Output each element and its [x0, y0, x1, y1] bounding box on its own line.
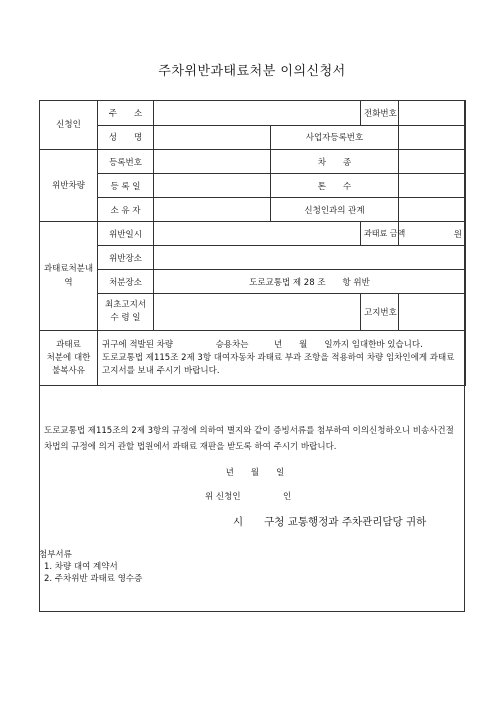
notice-receipt-field[interactable] — [154, 294, 361, 331]
objection-label-line3: 불복사유 — [52, 365, 85, 376]
penalty-section-label: 과태료처분내역 — [40, 222, 98, 331]
tonnage-field[interactable] — [399, 174, 466, 198]
objection-reason-line1: 귀구에 적발된 차량 승용차는 년 월 일까지 임대한바 있습니다. — [102, 339, 423, 350]
violation-place-label: 위반장소 — [98, 246, 154, 270]
reg-no-label: 등록번호 — [98, 150, 154, 174]
notice-receipt-label-line2: 수 령 일 — [110, 313, 141, 323]
signature-line: 위 신청인 인 — [205, 492, 292, 502]
amount-unit: 원 — [399, 222, 466, 246]
vehicle-section-label: 위반차량 — [40, 150, 98, 222]
vehicle-row-1 — [40, 150, 466, 174]
objection-section-label — [40, 331, 98, 386]
notice-no-field[interactable] — [399, 294, 466, 331]
penalty-row-1 — [40, 222, 466, 246]
attachment-item: 1. 차량 대여 계약서 — [44, 562, 118, 572]
objection-reason-line2: 도로교통법 제115조 2제 3항 대여자동차 과태료 부과 조항을 적용하여 차량 임차인에게 과태료 고지서를 보내 주시기 바랍니다. — [102, 352, 455, 376]
reg-no-field[interactable] — [154, 150, 271, 174]
statement-text: 도로교통법 제115조의 2제 3항의 규정에 의하여 별지와 같이 증빙서류를 첨부하여 이의신청하오니 비송사건절차법의 규정에 의거 관할 법원에서 과태료 재판을 받도록 하여 주시기 바랍니다. — [44, 426, 454, 452]
clause-label: 처분장소 — [98, 270, 154, 294]
biz-no-field[interactable] — [399, 125, 466, 150]
name-label: 성 명 — [98, 125, 154, 150]
phone-field[interactable] — [399, 101, 466, 126]
objection-row — [40, 331, 466, 386]
reg-date-label: 등 록 일 — [98, 174, 154, 198]
applicant-section-label: 신청인 — [40, 101, 98, 150]
vehicle-row-2 — [40, 174, 466, 198]
addressee-line: 시 구청 교통행정과 주차관리담당 귀하 — [233, 516, 427, 528]
attachment-item: 2. 주차위반 과태료 영수증 — [44, 574, 143, 584]
owner-field[interactable] — [154, 198, 271, 222]
applicant-row-1 — [40, 101, 466, 126]
vehicle-row-3 — [40, 198, 466, 222]
violation-date-label: 위반일시 — [98, 222, 154, 246]
tonnage-label: 톤 수 — [271, 174, 399, 198]
phone-label: 전화번호 — [361, 101, 399, 126]
relation-label: 신청인과의 관계 — [271, 198, 399, 222]
attachments-title: 첨부서류 — [39, 550, 72, 560]
vehicle-type-field[interactable] — [399, 150, 466, 174]
objection-reason-text[interactable] — [98, 331, 466, 386]
violation-place-field[interactable] — [154, 246, 466, 270]
amount-label: 과태료 금액 — [361, 222, 399, 246]
penalty-row-2 — [40, 246, 466, 270]
notice-receipt-label-line1: 최초고지서 — [104, 300, 147, 310]
address-field[interactable] — [154, 101, 361, 126]
owner-label: 소 유 자 — [98, 198, 154, 222]
objection-label-line2: 처분에 대한 — [46, 352, 91, 363]
relation-field[interactable] — [399, 198, 466, 222]
penalty-row-4 — [40, 294, 466, 331]
address-label: 주 소 — [98, 101, 154, 126]
objection-form-table — [39, 100, 466, 386]
penalty-row-3 — [40, 270, 466, 294]
page-title: 주차위반과태료처분 이의신청서 — [158, 64, 346, 79]
clause-value: 도로교통법 제 28 조 항 위반 — [154, 270, 466, 294]
violation-date-field[interactable] — [154, 222, 361, 246]
objection-label-line1: 과태료 — [56, 339, 81, 350]
date-line: 년 월 일 — [225, 468, 285, 478]
notice-no-label: 고지번호 — [361, 294, 399, 331]
name-field[interactable] — [154, 125, 271, 150]
applicant-row-2 — [40, 125, 466, 150]
vehicle-type-label: 차 종 — [271, 150, 399, 174]
reg-date-field[interactable] — [154, 174, 271, 198]
biz-no-label: 사업자등록번호 — [271, 125, 399, 150]
notice-receipt-label — [98, 294, 154, 331]
